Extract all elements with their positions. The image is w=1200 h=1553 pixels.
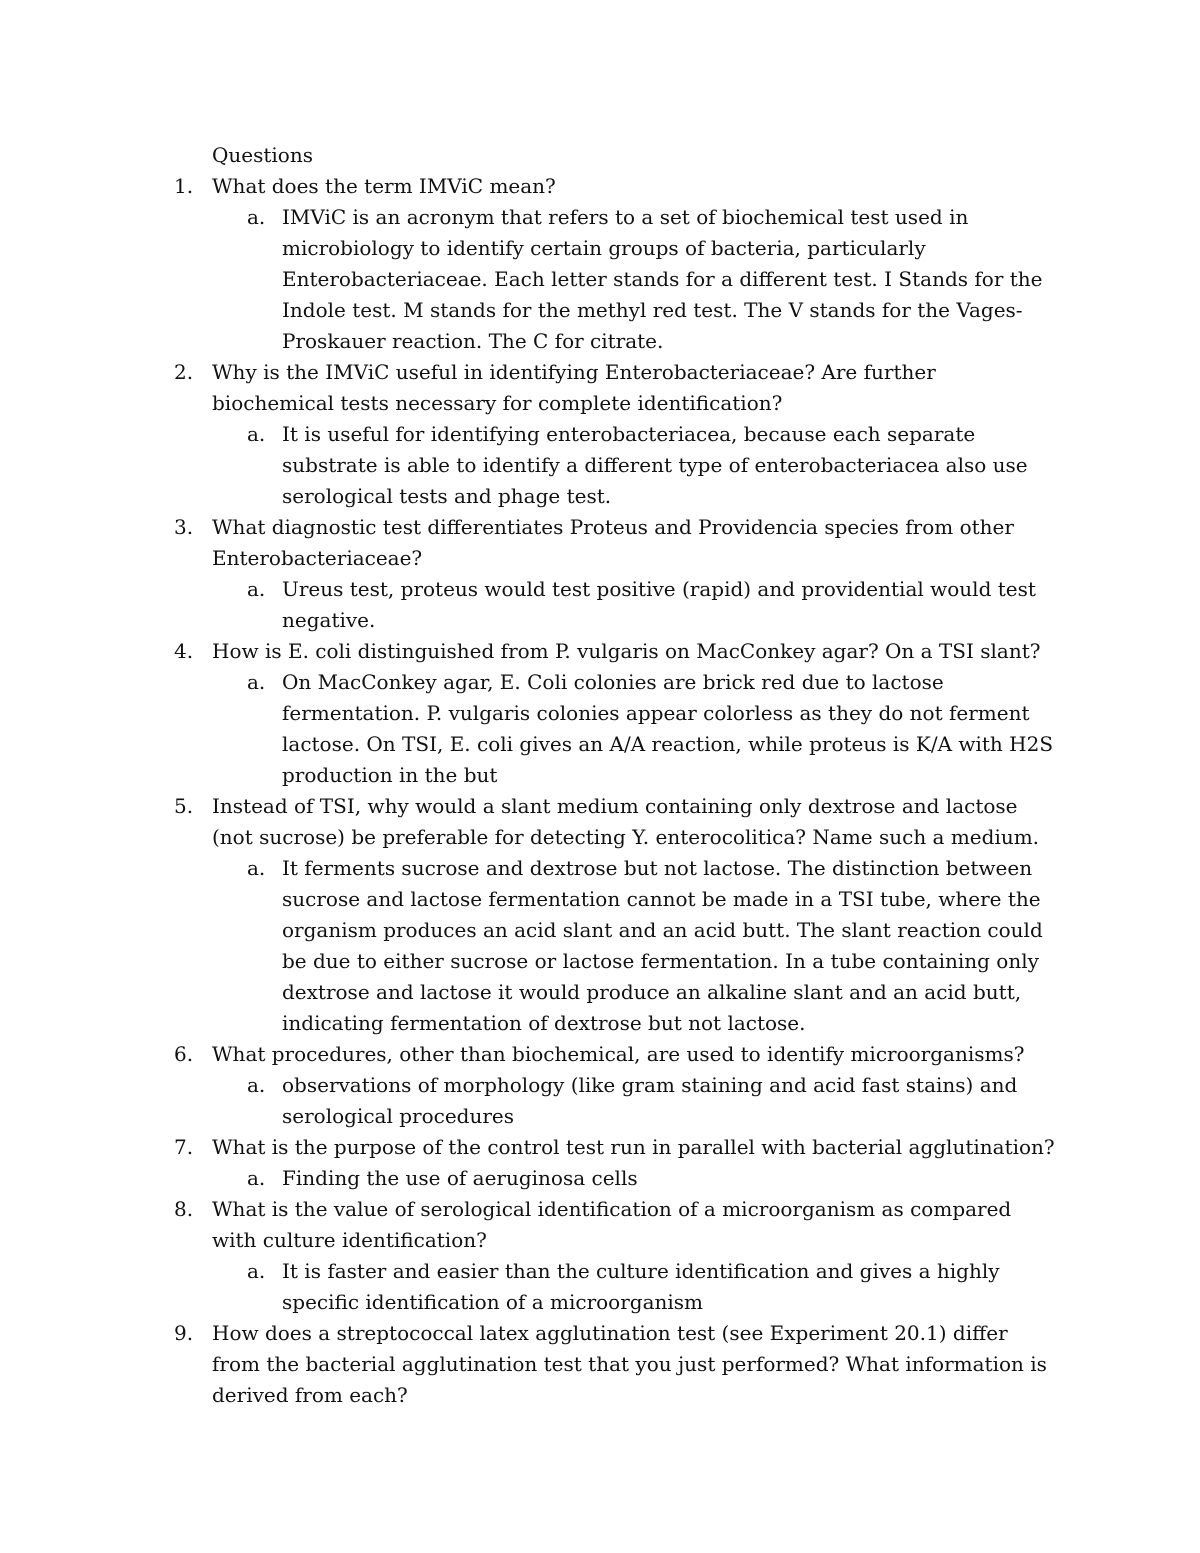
question-number: 1. — [174, 174, 194, 198]
answer-letter: a. — [247, 1073, 266, 1097]
question-item — [174, 171, 1062, 357]
question-item — [174, 636, 1062, 791]
question-text: What procedures, other than biochemical, are used to identify microorganisms? — [212, 1042, 1025, 1066]
answer-letter: a. — [247, 422, 266, 446]
answer-letter: a. — [247, 577, 266, 601]
question-text: Instead of TSI, why would a slant medium containing only dextrose and lactose (not sucrose) be preferable for detecting Y. enterocolitica? Name such a medium. — [212, 794, 1040, 849]
answer-item — [247, 202, 1062, 357]
answer-item — [247, 667, 1062, 791]
answer-letter: a. — [247, 856, 266, 880]
answer-list — [212, 667, 1062, 791]
question-number: 9. — [174, 1321, 194, 1345]
question-item — [174, 1318, 1062, 1411]
question-number: 8. — [174, 1197, 194, 1221]
answer-list — [212, 853, 1062, 1039]
question-item — [174, 791, 1062, 1039]
question-number: 2. — [174, 360, 194, 384]
question-number: 4. — [174, 639, 194, 663]
answer-list — [212, 1070, 1062, 1132]
question-text: What diagnostic test differentiates Proteus and Providencia species from other Enterobacteriaceae? — [212, 515, 1014, 570]
question-number: 7. — [174, 1135, 194, 1159]
answer-text: Ureus test, proteus would test positive (rapid) and providential would test negative. — [282, 577, 1036, 632]
question-item — [174, 1132, 1062, 1194]
question-text: What does the term IMViC mean? — [212, 174, 556, 198]
question-item — [174, 1194, 1062, 1318]
answer-item — [247, 1070, 1062, 1132]
answer-text: It is useful for identifying enterobacteriacea, because each separate substrate is able to identify a different type of enterobacteriacea also use serological tests and phage test. — [282, 422, 1028, 508]
document-body — [174, 140, 1062, 1411]
answer-text: Finding the use of aeruginosa cells — [282, 1166, 638, 1190]
answer-letter: a. — [247, 205, 266, 229]
question-text: What is the value of serological identification of a microorganism as compared with culture identification? — [212, 1197, 1012, 1252]
answer-list — [212, 1163, 1062, 1194]
answer-item — [247, 419, 1062, 512]
question-number: 5. — [174, 794, 194, 818]
answer-list — [212, 419, 1062, 512]
question-text: Why is the IMViC useful in identifying Enterobacteriaceae? Are further biochemical tests necessary for complete identification? — [212, 360, 936, 415]
question-item — [174, 357, 1062, 512]
answer-item — [247, 1163, 1062, 1194]
answer-text: On MacConkey agar, E. Coli colonies are brick red due to lactose fermentation. P. vulgaris colonies appear colorless as they do not ferment lactose. On TSI, E. coli gives an A/A reaction, while proteus is K/A with H2S production in the but — [282, 670, 1054, 787]
answer-text: observations of morphology (like gram staining and acid fast stains) and serological procedures — [282, 1073, 1018, 1128]
answer-item — [247, 1256, 1062, 1318]
answer-list — [212, 202, 1062, 357]
answer-text: IMViC is an acronym that refers to a set of biochemical test used in microbiology to identify certain groups of bacteria, particularly Enterobacteriaceae. Each letter stands for a different test. I Stands for the Indole test. M stands for the methyl red test. The V stands for the Vages-Proskauer reaction. The C for citrate. — [282, 205, 1043, 353]
question-list — [174, 171, 1062, 1411]
question-number: 6. — [174, 1042, 194, 1066]
answer-letter: a. — [247, 1166, 266, 1190]
answer-text: It ferments sucrose and dextrose but not lactose. The distinction between sucrose and lactose fermentation cannot be made in a TSI tube, where the organism produces an acid slant and an acid butt. The slant reaction could be due to either sucrose or lactose fermentation. In a tube containing only dextrose and lactose it would produce an alkaline slant and an acid butt, indicating fermentation of dextrose but not lactose. — [282, 856, 1043, 1035]
question-item — [174, 512, 1062, 636]
answer-text: It is faster and easier than the culture identification and gives a highly specific identification of a microorganism — [282, 1259, 1000, 1314]
question-number: 3. — [174, 515, 194, 539]
question-text: How does a streptococcal latex agglutination test (see Experiment 20.1) differ from the bacterial agglutination test that you just performed? What information is derived from each? — [212, 1321, 1047, 1407]
answer-letter: a. — [247, 670, 266, 694]
question-item — [174, 1039, 1062, 1132]
section-heading: Questions — [212, 143, 313, 167]
answer-item — [247, 574, 1062, 636]
answer-list — [212, 1256, 1062, 1318]
answer-list — [212, 574, 1062, 636]
question-text: What is the purpose of the control test run in parallel with bacterial agglutination? — [212, 1135, 1055, 1159]
question-text: How is E. coli distinguished from P. vulgaris on MacConkey agar? On a TSI slant? — [212, 639, 1041, 663]
answer-item — [247, 853, 1062, 1039]
answer-letter: a. — [247, 1259, 266, 1283]
